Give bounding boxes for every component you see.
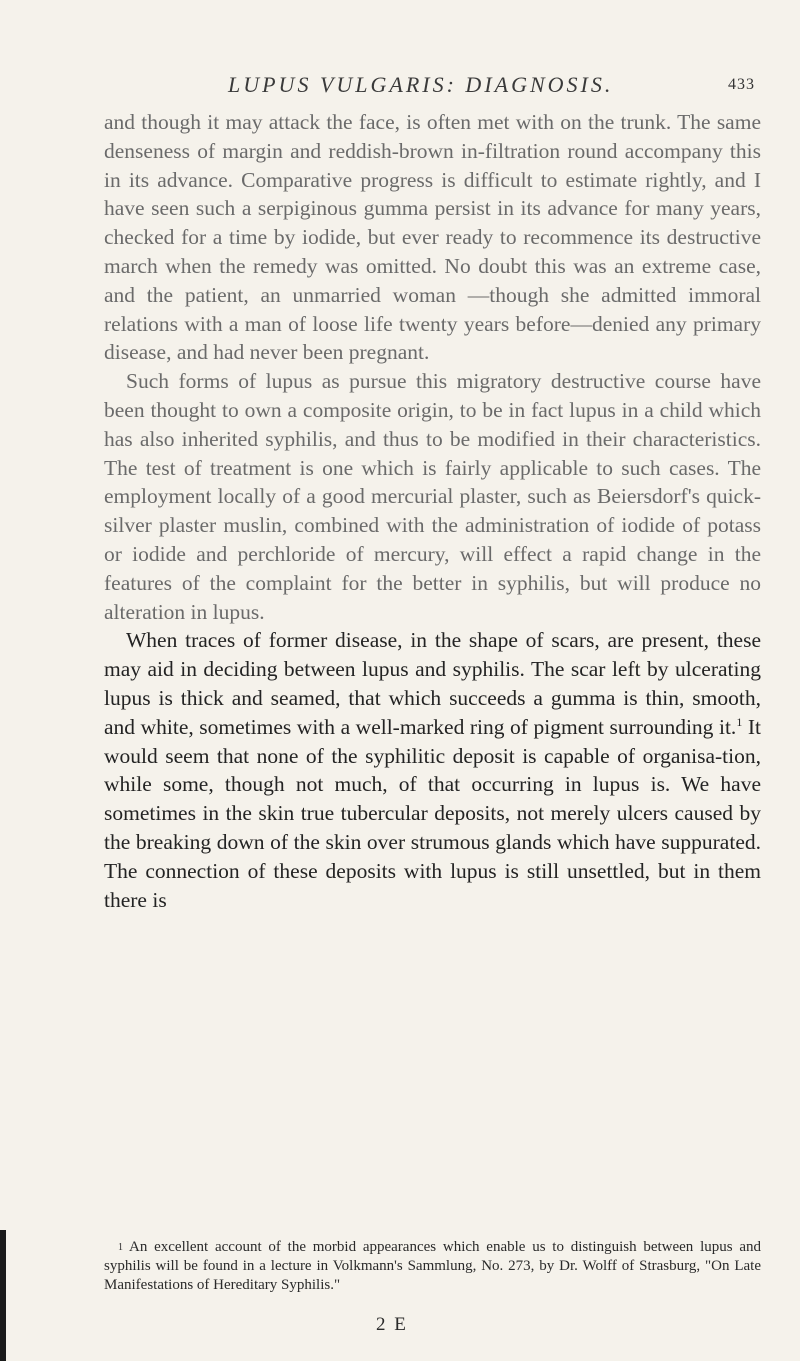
paragraph-2: Such forms of lupus as pursue this migratory destructive course have been thought to own a composite origin, to be in fact lupus in a child which has also inherited syphilis, and thus to be modified in their characteristics. The test of treatment is one which is fairly applicable to such cases. The employment locally of a good mercurial plaster, such as Beiersdorf's quick-silver plaster muslin, combined with the administration of iodide of potass or iodide and perchloride of mercury, will effect a rapid change in the features of the complaint for the better in syphilis, but will produce no alteration in lupus. [104,369,761,624]
page-header [0,60,800,100]
signature-mark: 2 E [376,1314,408,1335]
footnote-marker: 1 [118,1242,123,1253]
paragraph-3 [104,626,761,914]
footnote [104,1238,761,1295]
footnote-reference: 1 [736,714,743,729]
body-text [104,108,761,914]
footnote-text: An excellent account of the morbid appearances which enable us to distinguish between lupus and syphilis will be found in a lecture in Volkmann's Sammlung, No. 273, by Dr. Wolff of Strasburg, "On Late Manifestations of Hereditary Syphilis." [104,1239,761,1293]
footnote-text-block [104,1238,761,1295]
paragraph-3-text: When traces of former disease, in the shape of scars, are present, these may aid in deciding between lupus and syphilis. The scar left by ulcerating lupus is thick and seamed, that which succeeds a gumma is thin, smooth, and white, sometimes with a well-marked ring of pigment surrounding it. [104,628,761,739]
paragraph-1: and though it may attack the face, is often met with on the trunk. The same denseness of margin and reddish-brown in-filtration round accompany this in its advance. Comparative progress is difficult to estimate rightly, and I have seen such a serpiginous gumma persist in its advance for many years, checked for a time by iodide, but ever ready to recommence its destructive march when the remedy was omitted. No doubt this was an extreme case, and the patient, an unmarried woman —though she admitted immoral relations with a man of loose life twenty years before—denied any primary disease, and had never been pregnant. [104,110,761,365]
paragraph-3-continuation: It would seem that none of the syphilitic deposit is capable of organisa-tion, while some, though not much, of that occurring in lupus is. We have sometimes in the skin true tubercular deposits, not merely ulcers caused by the breaking down of the skin over strumous glands which have suppurated. The connection of these deposits with lupus is still unsettled, but in them there is [104,714,762,912]
page-number: 433 [728,76,755,93]
running-head: LUPUS VULGARIS: DIAGNOSIS. [228,72,614,97]
scan-edge-shadow [0,1230,6,1361]
